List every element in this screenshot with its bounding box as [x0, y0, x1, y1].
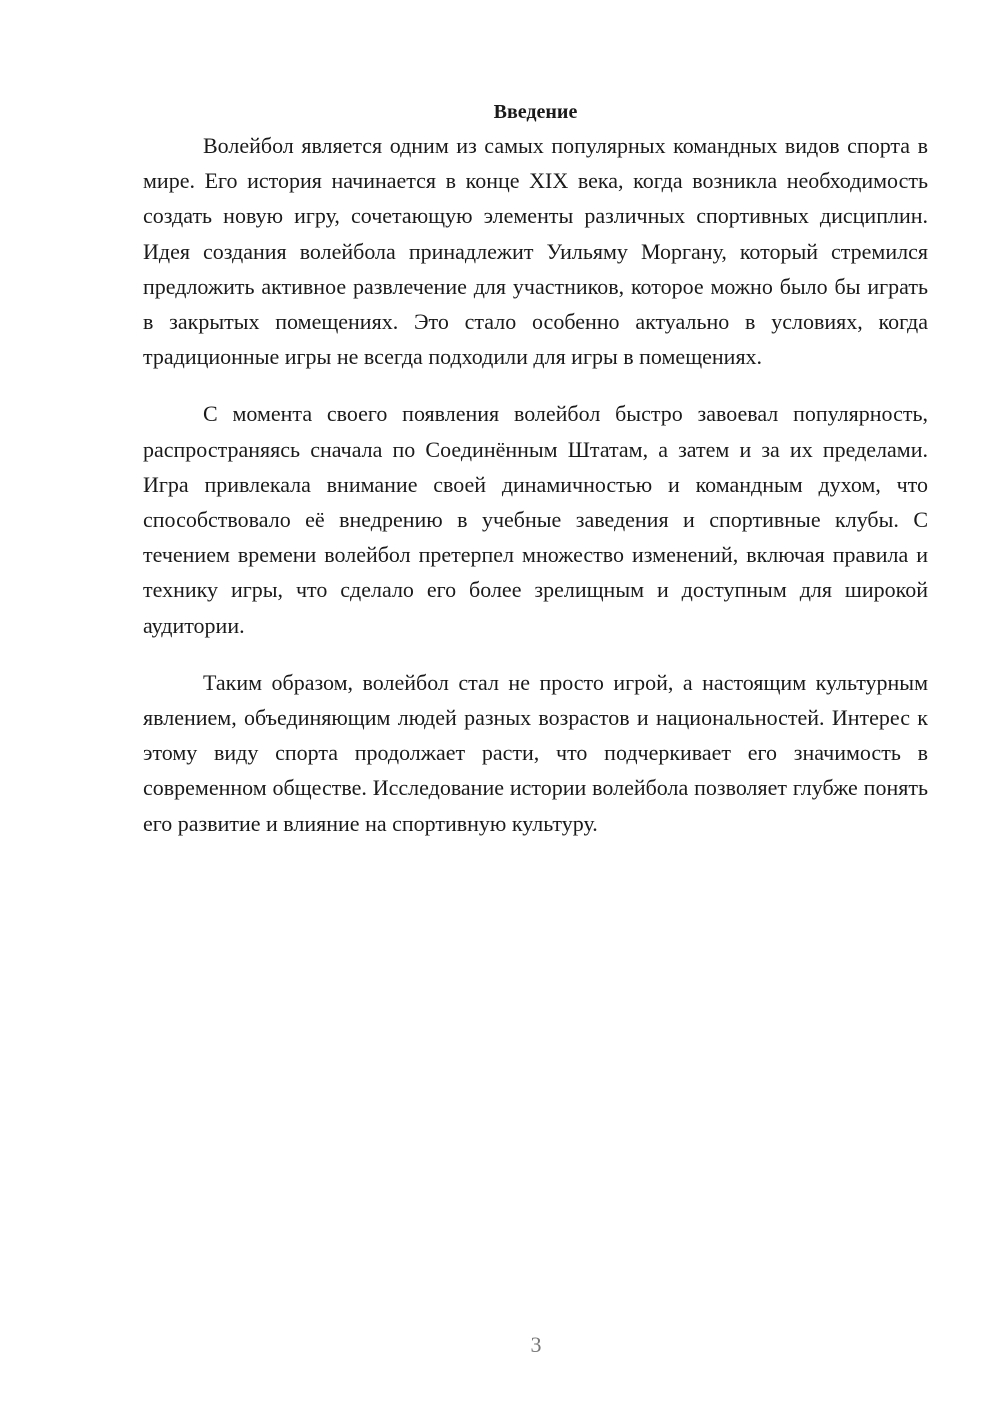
- paragraph-3: Таким образом, волейбол стал не просто игрой, а настоящим культурным явлением, объединяющим людей разных возрастов и национальностей. Интерес к этому виду спорта продолжает расти, что подчеркивает его значимость в современном обществе. Исследование истории волейбола позволяет глубже понять его развитие и влияние на спортивную культуру.: [143, 669, 928, 836]
- page-body: [143, 96, 928, 863]
- paragraph-2: С момента своего появления волейбол быстро завоевал популярность, распространяясь сначала по Соединённым Штатам, а затем и за их пределами. Игра привлекала внимание своей динамичностью и командным духом, что способствовало её внедрению в учебные заведения и спортивные клубы. С течением времени волейбол претерпел множество изменений, включая правила и технику игры, что сделало его более зрелищным и доступным для широкой аудитории.: [143, 401, 928, 638]
- section-heading: Введение: [493, 101, 578, 123]
- paragraph-1: Волейбол является одним из самых популярных командных видов спорта в мире. Его история начинается в конце XIX века, когда возникла необходимость создать новую игру, сочетающую элементы различных спортивных дисциплин. Идея создания волейбола принадлежит Уильяму Моргану, который стремился предложить активное развлечение для участников, которое можно было бы играть в закрытых помещениях. Это стало особенно актуально в условиях, когда традиционные игры не всегда подходили для игры в помещениях.: [143, 133, 928, 370]
- page-number: 3: [530, 1332, 542, 1357]
